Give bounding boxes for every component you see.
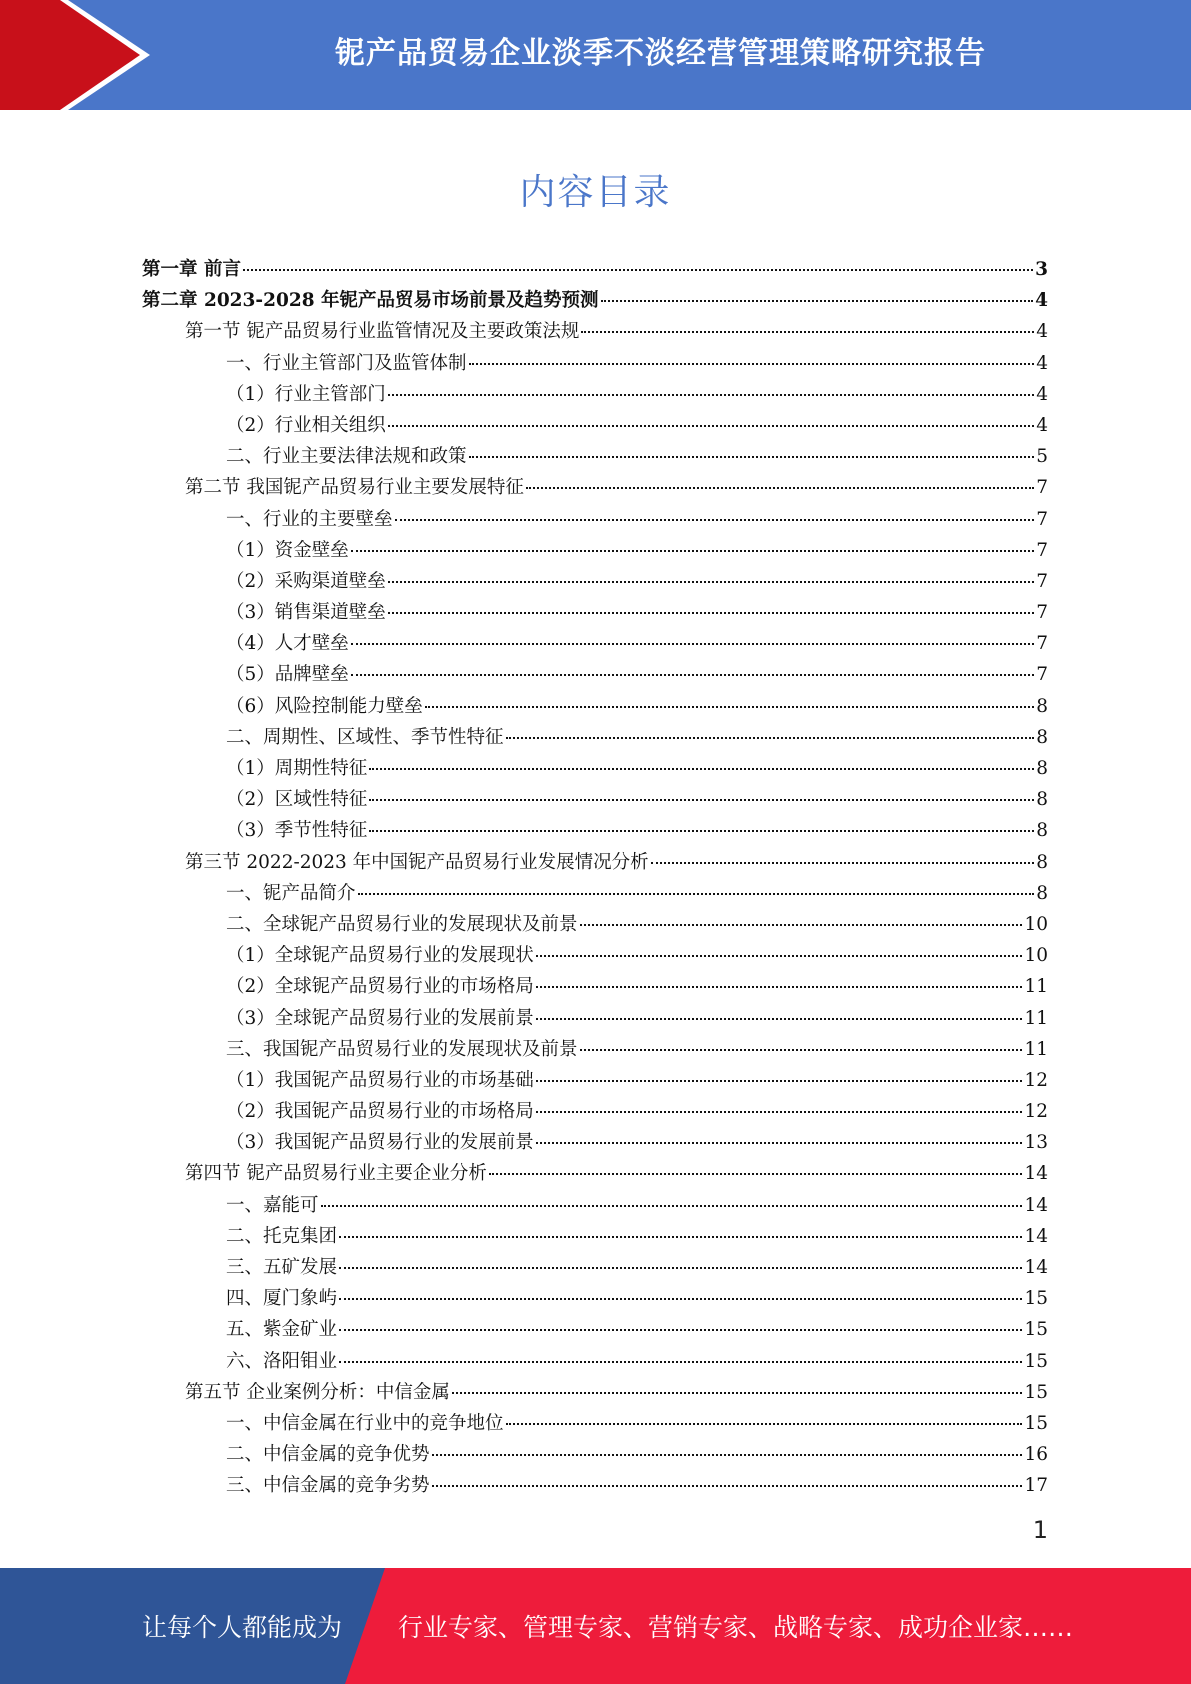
- toc-entry[interactable]: [142, 971, 1048, 1002]
- toc-leader-dots: [321, 1205, 1023, 1207]
- toc-entry-page: 8: [1036, 758, 1048, 779]
- toc-entry-page: 7: [1036, 633, 1048, 655]
- toc-entry-page: 7: [1036, 539, 1048, 561]
- toc-leader-dots: [580, 1049, 1023, 1051]
- toc-entry-text: 二、周期性、区域性、季节性特征: [226, 726, 504, 748]
- toc-entry[interactable]: [142, 1190, 1048, 1221]
- toc-entry-text: 六、洛阳钼业: [226, 1350, 338, 1372]
- toc-entry-page: 15: [1024, 1288, 1048, 1310]
- toc-entry[interactable]: [142, 878, 1048, 909]
- toc-entry-text: （1）我国铌产品贸易行业的市场基础: [226, 1069, 534, 1091]
- toc-entry[interactable]: [142, 691, 1048, 722]
- toc-entry-text: 一、行业的主要壁垒: [226, 508, 393, 530]
- toc-entry[interactable]: [142, 1408, 1048, 1439]
- toc-entry[interactable]: [142, 1283, 1048, 1314]
- toc-entry-page: 17: [1024, 1475, 1048, 1497]
- toc-entry-text: 一、嘉能可: [226, 1194, 319, 1216]
- toc-leader-dots: [581, 331, 1034, 333]
- toc-leader-dots: [388, 581, 1034, 583]
- toc-leader-dots: [536, 1080, 1023, 1082]
- toc-entry-text: （3）我国铌产品贸易行业的发展前景: [226, 1132, 534, 1154]
- toc-entry-page: 5: [1036, 446, 1048, 468]
- toc-entry-text: 五、紫金矿业: [226, 1319, 338, 1341]
- toc-entry[interactable]: [142, 1314, 1048, 1345]
- toc-leader-dots: [452, 1392, 1023, 1394]
- toc-leader-dots: [351, 643, 1034, 645]
- toc-entry[interactable]: [142, 254, 1048, 285]
- toc-leader-dots: [469, 363, 1035, 365]
- toc-entry[interactable]: [142, 909, 1048, 940]
- toc-entry[interactable]: [142, 1252, 1048, 1283]
- toc-entry[interactable]: [142, 1377, 1048, 1408]
- toc-leader-dots: [369, 830, 1034, 832]
- toc-leader-dots: [506, 737, 1035, 739]
- toc-leader-dots: [536, 1018, 1023, 1020]
- toc-entry[interactable]: [142, 1065, 1048, 1096]
- toc-entry[interactable]: [142, 1034, 1048, 1065]
- toc-entry-page: 7: [1036, 664, 1048, 686]
- toc-leader-dots: [506, 1423, 1023, 1425]
- toc-leader-dots: [432, 1454, 1023, 1456]
- toc-leader-dots: [536, 986, 1023, 988]
- footer-slogan-left: 让每个人都能成为: [142, 1613, 343, 1642]
- toc-entry[interactable]: [142, 1439, 1048, 1470]
- toc-leader-dots: [369, 799, 1034, 801]
- report-title: 铌产品贸易企业淡季不淡经营管理策略研究报告: [335, 36, 986, 71]
- toc-entry-text: （1）全球铌产品贸易行业的发展现状: [226, 945, 534, 967]
- toc-entry-page: 4: [1036, 383, 1048, 405]
- toc-leader-dots: [651, 862, 1035, 864]
- toc-entry[interactable]: [142, 1346, 1048, 1377]
- toc-entry-page: 14: [1024, 1163, 1048, 1185]
- toc-entry[interactable]: [142, 410, 1048, 441]
- toc-leader-dots: [388, 394, 1034, 396]
- toc-leader-dots: [351, 550, 1034, 552]
- toc-entry-page: 4: [1036, 414, 1048, 436]
- toc-entry-page: 8: [1036, 695, 1048, 717]
- toc-leader-dots: [526, 487, 1034, 489]
- toc-entry-page: 8: [1036, 882, 1048, 904]
- toc-entry[interactable]: [142, 1221, 1048, 1252]
- toc-entry[interactable]: [142, 379, 1048, 410]
- toc-entry-text: （2）采购渠道壁垒: [226, 570, 386, 592]
- toc-entry[interactable]: [142, 504, 1048, 535]
- toc-entry-text: （2）行业相关组织: [226, 414, 386, 436]
- toc-entry[interactable]: [142, 940, 1048, 971]
- toc-leader-dots: [351, 674, 1034, 676]
- toc-entry-text: 第四节 铌产品贸易行业主要企业分析: [185, 1163, 487, 1185]
- toc-entry-text: （3）全球铌产品贸易行业的发展前景: [226, 1007, 534, 1029]
- toc-leader-dots: [339, 1236, 1022, 1238]
- toc-entry-text: （4）人才壁垒: [226, 633, 349, 655]
- toc-entry-text: 第三节 2022-2023 年中国铌产品贸易行业发展情况分析: [185, 851, 649, 873]
- toc-leader-dots: [432, 1485, 1023, 1487]
- toc-entry-text: 三、中信金属的竞争劣势: [226, 1475, 430, 1497]
- toc-leader-dots: [339, 1361, 1022, 1363]
- toc-leader-dots: [536, 1142, 1023, 1144]
- toc-entry-page: 7: [1036, 570, 1048, 592]
- toc-entry-page: 7: [1036, 602, 1048, 624]
- toc-leader-dots: [339, 1267, 1022, 1269]
- toc-entry[interactable]: [142, 722, 1048, 753]
- toc-entry-page: 4: [1035, 290, 1048, 312]
- toc-entry-page: 10: [1024, 913, 1048, 935]
- toc-leader-dots: [425, 706, 1034, 708]
- toc-leader-dots: [243, 269, 1033, 271]
- toc-entry[interactable]: [142, 285, 1048, 316]
- footer-band: [0, 1568, 1191, 1684]
- toc-entry-page: 14: [1024, 1225, 1048, 1247]
- toc-entry[interactable]: [142, 815, 1048, 846]
- toc-entry-text: （1）行业主管部门: [226, 383, 386, 405]
- toc-leader-dots: [339, 1329, 1022, 1331]
- toc-entry-text: （2）我国铌产品贸易行业的市场格局: [226, 1101, 534, 1123]
- toc-entry[interactable]: [142, 1003, 1048, 1034]
- toc-entry-text: 二、行业主要法律法规和政策: [226, 446, 467, 468]
- toc-entry-page: 11: [1024, 1038, 1048, 1060]
- toc-entry-text: （1）资金壁垒: [226, 539, 349, 561]
- toc-entry-page: 10: [1024, 945, 1048, 967]
- toc-entry-text: 一、中信金属在行业中的竞争地位: [226, 1412, 504, 1434]
- toc-leader-dots: [388, 425, 1034, 427]
- toc-entry[interactable]: [142, 847, 1048, 878]
- toc-leader-dots: [469, 456, 1035, 458]
- toc-entry[interactable]: [142, 1127, 1048, 1158]
- toc-entry[interactable]: [142, 753, 1048, 784]
- toc-entry-page: 3: [1035, 259, 1048, 280]
- toc-entry-page: 12: [1024, 1101, 1048, 1123]
- toc-entry-page: 11: [1024, 976, 1048, 998]
- toc-entry-text: （3）销售渠道壁垒: [226, 602, 386, 624]
- toc-entry-page: 15: [1024, 1412, 1048, 1434]
- page-number: 1: [1032, 1516, 1048, 1544]
- toc-entry[interactable]: [142, 348, 1048, 379]
- toc-entry-page: 12: [1024, 1069, 1048, 1091]
- toc-entry[interactable]: [142, 597, 1048, 628]
- toc-entry-page: 7: [1036, 508, 1048, 530]
- toc-entry-text: 二、托克集团: [226, 1225, 338, 1247]
- toc-leader-dots: [395, 519, 1035, 521]
- toc-entry-text: 第五节 企业案例分析：中信金属: [185, 1381, 450, 1403]
- toc-entry[interactable]: [142, 535, 1048, 566]
- toc-entry-text: 一、铌产品简介: [226, 882, 356, 904]
- toc-entry-page: 15: [1024, 1381, 1048, 1403]
- toc-entry-page: 16: [1024, 1444, 1048, 1466]
- toc-entry-text: 第二章 2023-2028 年铌产品贸易市场前景及趋势预测: [142, 290, 599, 312]
- toc-entry-text: 一、行业主管部门及监管体制: [226, 352, 467, 374]
- toc-entry-page: 4: [1036, 321, 1048, 343]
- toc-entry-text: 第二节 我国铌产品贸易行业主要发展特征: [185, 477, 524, 499]
- toc-entry-page: 15: [1024, 1350, 1048, 1372]
- toc-entry-page: 14: [1024, 1257, 1048, 1278]
- toc-entry-page: 8: [1036, 726, 1048, 748]
- toc-entry-page: 13: [1024, 1132, 1048, 1154]
- toc-heading: 内容目录: [519, 172, 672, 213]
- toc-entry-text: 四、厦门象屿: [226, 1288, 338, 1310]
- toc-entry[interactable]: [142, 784, 1048, 815]
- toc-leader-dots: [358, 893, 1035, 895]
- toc-leader-dots: [580, 924, 1023, 926]
- toc-entry-text: 二、中信金属的竞争优势: [226, 1444, 430, 1466]
- toc-entry[interactable]: [142, 441, 1048, 472]
- table-of-contents: [142, 254, 1048, 1502]
- toc-entry[interactable]: [142, 1470, 1048, 1501]
- toc-entry-text: （1）周期性特征: [226, 758, 368, 779]
- toc-entry[interactable]: [142, 472, 1048, 503]
- toc-leader-dots: [339, 1298, 1022, 1300]
- toc-entry-page: 8: [1036, 789, 1048, 811]
- toc-leader-dots: [536, 955, 1023, 957]
- red-arrow-icon: [0, 0, 160, 110]
- toc-entry-page: 4: [1036, 352, 1048, 374]
- toc-leader-dots: [601, 300, 1034, 302]
- toc-entry-text: 二、全球铌产品贸易行业的发展现状及前景: [226, 913, 578, 935]
- toc-entry-text: （3）季节性特征: [226, 820, 368, 842]
- toc-entry-page: 8: [1036, 851, 1048, 873]
- toc-entry[interactable]: [142, 1096, 1048, 1127]
- toc-leader-dots: [388, 612, 1034, 614]
- toc-entry-page: 11: [1024, 1007, 1048, 1029]
- toc-leader-dots: [369, 768, 1034, 770]
- toc-entry[interactable]: [142, 316, 1048, 347]
- toc-entry-text: （6）风险控制能力壁垒: [226, 695, 423, 717]
- toc-entry[interactable]: [142, 1158, 1048, 1189]
- toc-entry-page: 8: [1036, 820, 1048, 842]
- toc-leader-dots: [536, 1111, 1023, 1113]
- toc-entry-page: 7: [1036, 477, 1048, 499]
- footer-slogan-right: 行业专家、管理专家、营销专家、战略专家、成功企业家……: [398, 1613, 1074, 1642]
- toc-entry[interactable]: [142, 628, 1048, 659]
- toc-entry-text: （5）品牌壁垒: [226, 664, 349, 686]
- toc-entry-text: 三、我国铌产品贸易行业的发展现状及前景: [226, 1038, 578, 1060]
- toc-entry-page: 15: [1024, 1319, 1048, 1341]
- toc-leader-dots: [489, 1173, 1023, 1175]
- toc-entry[interactable]: [142, 659, 1048, 690]
- toc-entry-text: 三、五矿发展: [226, 1257, 338, 1278]
- toc-entry-text: （2）全球铌产品贸易行业的市场格局: [226, 976, 534, 998]
- report-header-band: [0, 0, 1191, 110]
- toc-entry-text: （2）区域性特征: [226, 789, 368, 811]
- toc-entry-text: 第一节 铌产品贸易行业监管情况及主要政策法规: [185, 321, 580, 343]
- toc-entry-page: 14: [1024, 1194, 1048, 1216]
- toc-entry[interactable]: [142, 566, 1048, 597]
- toc-entry-text: 第一章 前言: [142, 259, 241, 280]
